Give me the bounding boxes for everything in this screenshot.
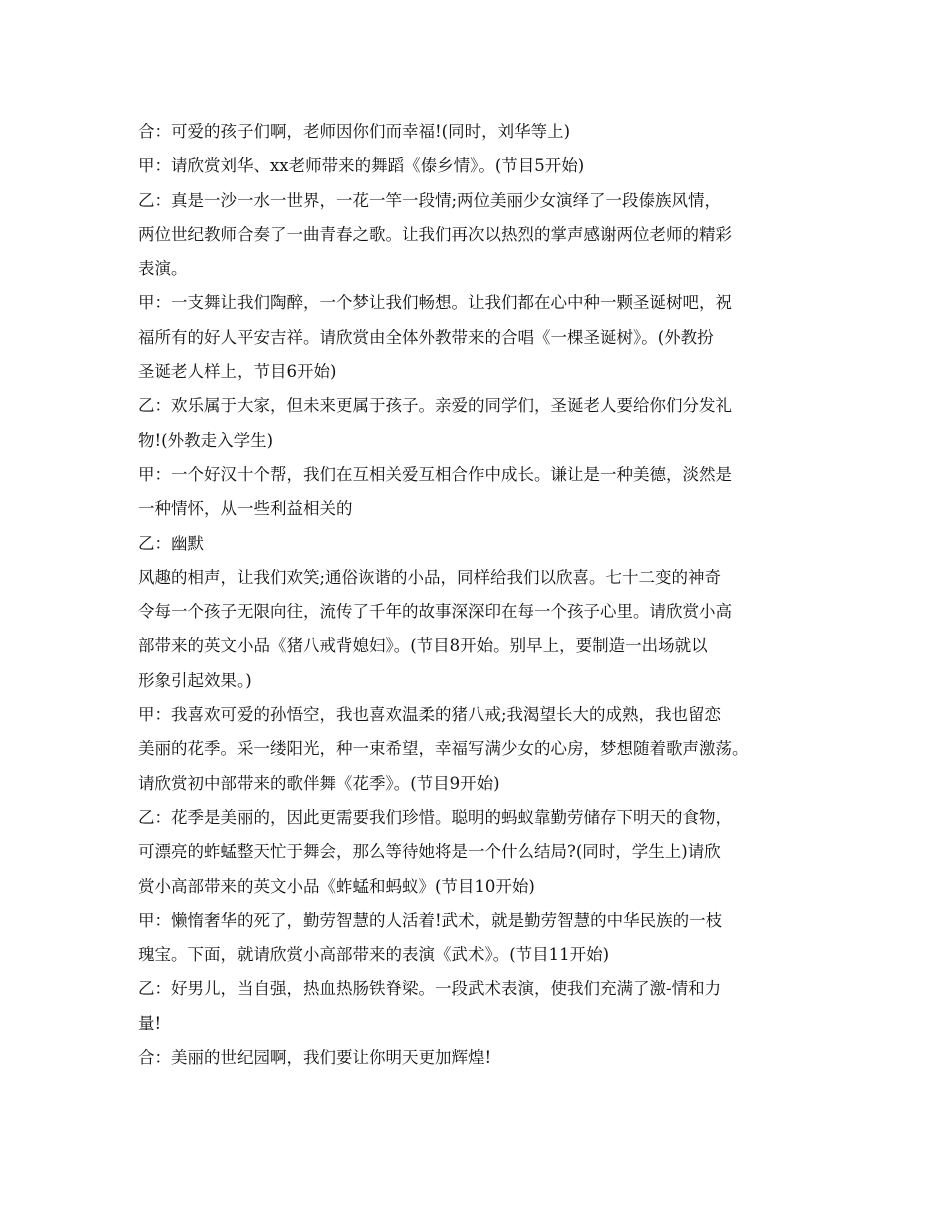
text-line: 可漂亮的蚱蜢整天忙于舞会，那么等待她将是一个什么结局?(同时，学生上)请欣 — [138, 842, 721, 862]
text-line: 甲：一支舞让我们陶醉，一个梦让我们畅想。让我们都在心中种一颗圣诞树吧，祝 — [138, 293, 732, 313]
text-line: 量! — [138, 1013, 162, 1033]
text-line: 形象引起效果。) — [138, 670, 252, 690]
text-line: 甲：我喜欢可爱的孙悟空，我也喜欢温柔的猪八戒;我渴望长大的成熟，我也留恋 — [138, 705, 722, 725]
text-line: 物!(外教走入学生) — [138, 430, 274, 450]
text-line: 赏小高部带来的英文小品《蚱蜢和蚂蚁》(节目10开始) — [138, 876, 535, 896]
text-line: 两位世纪教师合奏了一曲青春之歌。让我们再次以热烈的掌声感谢两位老师的精彩 — [138, 224, 732, 244]
text-line: 令每一个孩子无限向往，流传了千年的故事深深印在每一个孩子心里。请欣赏小高 — [138, 602, 732, 622]
text-line: 风趣的相声，让我们欢笑;通俗诙谐的小品，同样给我们以欣喜。七十二变的神奇 — [138, 567, 722, 587]
text-line: 合：美丽的世纪园啊，我们要让你明天更加辉煌! — [138, 1048, 492, 1068]
text-line: 甲：一个好汉十个帮，我们在互相关爱互相合作中成长。谦让是一种美德，淡然是 — [138, 464, 732, 484]
text-line: 福所有的好人平安吉祥。请欣赏由全体外教带来的合唱《一棵圣诞树》。(外教扮 — [138, 327, 714, 347]
text-line: 乙：真是一沙一水一世界，一花一竿一段情;两位美丽少女演绎了一段傣族风情， — [138, 190, 722, 210]
document-body — [138, 115, 828, 1075]
text-line: 部带来的英文小品《猪八戒背媳妇》。(节目8开始。别早上，要制造一出场就以 — [138, 636, 708, 656]
text-line: 乙：幽默 — [138, 533, 204, 553]
text-line: 一种情怀，从一些利益相关的 — [138, 499, 353, 519]
text-line: 甲：懒惰奢华的死了，勤劳智慧的人活着!武术，就是勤劳智慧的中华民族的一枝 — [138, 910, 723, 930]
text-line: 乙：花季是美丽的，因此更需要我们珍惜。聪明的蚂蚁靠勤劳储存下明天的食物， — [138, 807, 732, 827]
text-line: 圣诞老人样上，节目6开始) — [138, 362, 337, 382]
text-line: 请欣赏初中部带来的歌伴舞《花季》。(节目9开始) — [138, 773, 500, 793]
text-line: 合：可爱的孩子们啊，老师因你们而幸福!(同时，刘华等上) — [138, 122, 571, 141]
text-line: 表演。 — [138, 259, 188, 279]
text-line: 乙：好男儿，当自强，热血热肠铁脊梁。一段武术表演，使我们充满了激-情和力 — [138, 979, 722, 999]
text-line: 乙：欢乐属于大家，但未来更属于孩子。亲爱的同学们，圣诞老人要给你们分发礼 — [138, 396, 732, 416]
text-line: 美丽的花季。采一缕阳光，种一束希望，幸福写满少女的心房，梦想随着歌声激荡。 — [138, 739, 749, 759]
text-line: 瑰宝。下面，就请欣赏小高部带来的表演《武术》。(节目11开始) — [138, 945, 610, 965]
text-line: 甲：请欣赏刘华、xx老师带来的舞蹈《傣乡情》。(节目5开始) — [138, 156, 585, 176]
